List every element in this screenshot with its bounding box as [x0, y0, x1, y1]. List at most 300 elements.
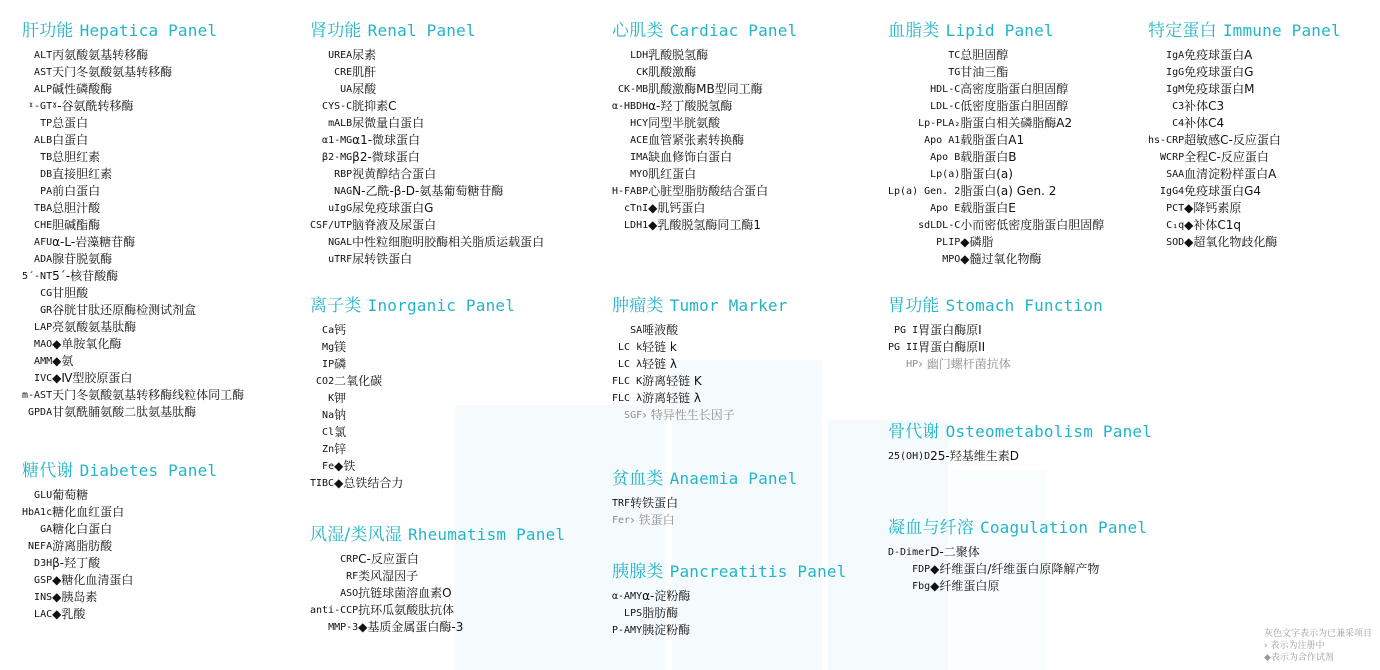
item-code: FDP: [912, 564, 931, 575]
item-name: 乳酸脱氢酶: [648, 48, 709, 62]
item-name: β-羟丁酸: [52, 556, 101, 570]
item-code: NEFA: [28, 541, 53, 552]
item-name: ◆胰岛素: [52, 590, 98, 604]
table-row: [1148, 82, 1281, 99]
item-name: 转铁蛋白: [630, 496, 679, 510]
item-name: 胃蛋白酶原II: [918, 340, 986, 354]
table-row: [888, 449, 1019, 466]
item-code: IgG4: [1160, 186, 1185, 197]
panel-title-en: Anaemia Panel: [669, 469, 798, 488]
panel-title-cardiac: [612, 16, 797, 41]
item-name: 白蛋白: [52, 133, 89, 147]
table-row: [888, 323, 1011, 340]
item-code: WCRP: [1160, 152, 1185, 163]
panel-title-en: Hepatica Panel: [79, 21, 218, 40]
table-row: [888, 184, 1104, 201]
item-name: 氯: [334, 425, 347, 439]
item-code: TP: [40, 118, 53, 129]
item-name: 脂蛋白相关磷脂酶A2: [960, 116, 1073, 130]
table-row: [1148, 184, 1281, 201]
item-name: 脂肪酶: [642, 606, 679, 620]
item-code: CO2: [316, 376, 335, 387]
item-name: ◆补体C1q: [1184, 218, 1241, 232]
item-code: Lp-PLA₂: [918, 118, 961, 129]
item-code: K: [328, 393, 335, 404]
item-code: SAA: [1166, 169, 1185, 180]
panel-title-inorganic: [310, 291, 515, 316]
item-code: H-FABP: [612, 186, 649, 197]
table-row: [1148, 133, 1281, 150]
table-row: [310, 323, 403, 340]
item-code: MYO: [630, 169, 649, 180]
item-code: SOD: [1166, 237, 1185, 248]
item-code: UREA: [328, 50, 353, 61]
item-name: ◆乳酸: [52, 607, 86, 621]
item-name: 载脂蛋白E: [960, 201, 1016, 215]
table-row: [1148, 235, 1281, 252]
item-code: IgM: [1166, 84, 1185, 95]
legend-line-partner: ◆表示为合作试剂: [1263, 653, 1334, 663]
item-name: ◆乳酸脱氢酶同工酶1: [648, 218, 761, 232]
item-name: 中性粒细胞明胶酶相关脂质运载蛋白: [352, 235, 545, 249]
item-name: C-反应蛋白: [358, 552, 419, 566]
item-name: 同型半胱氨酸: [648, 116, 721, 130]
item-code: AFU: [34, 237, 53, 248]
item-code: ˠ-GT: [28, 101, 53, 112]
panel-title-cn: 风湿/类风湿: [310, 525, 402, 545]
item-code: TRF: [612, 498, 631, 509]
item-code: Apo E: [930, 203, 961, 214]
item-code: TBA: [34, 203, 53, 214]
table-row: [310, 374, 403, 391]
item-code: cTnI: [624, 203, 649, 214]
item-name: 轻链 λ: [642, 357, 678, 371]
panel-coagulation: [888, 513, 1147, 596]
item-name: 类风湿因子: [358, 569, 419, 583]
item-name: ◆氨: [52, 354, 74, 368]
table-row: [22, 354, 244, 371]
item-name: 小而密低密度脂蛋白胆固醇: [960, 218, 1105, 232]
table-row: [22, 590, 133, 607]
panel-title-coagulation: [888, 513, 1147, 538]
item-code: Cl: [322, 427, 335, 438]
panel-title-cn: 肿瘤类: [612, 296, 664, 316]
panel-title-en: Lipid Panel: [945, 21, 1054, 40]
item-name: α-淀粉酶: [642, 589, 691, 603]
item-name: 载脂蛋白A1: [960, 133, 1025, 147]
panel-title-en: Inorganic Panel: [367, 296, 516, 315]
table-row: [612, 48, 768, 65]
table-row: [888, 116, 1104, 133]
table-row: [612, 116, 768, 133]
item-name: 尿免疫球蛋白G: [352, 201, 434, 215]
table-row: [888, 150, 1104, 167]
table-row: [22, 573, 133, 590]
item-code: CYS-C: [322, 101, 353, 112]
item-table-stomach: [888, 323, 1011, 374]
table-row: [22, 556, 133, 573]
item-code: IMA: [630, 152, 649, 163]
item-name: α-L-岩藻糖苷酶: [52, 235, 136, 249]
panel-title-en: Renal Panel: [367, 21, 476, 40]
item-code: β2-MG: [322, 152, 353, 163]
panel-title-diabetes: [22, 456, 217, 481]
table-row: [22, 405, 244, 422]
table-row: [22, 201, 244, 218]
item-name: ◆糖化血清蛋白: [52, 573, 134, 587]
table-row: [888, 218, 1104, 235]
panel-title-cn: 糖代谢: [22, 461, 74, 481]
item-table-diabetes: [22, 488, 133, 624]
item-name: 总胆固醇: [960, 48, 1009, 62]
item-name: 亮氨酸氨基肽酶: [52, 320, 137, 334]
item-name: 天门冬氨酸氨基转移酶线粒体同工酶: [52, 388, 245, 402]
table-row: [1148, 116, 1281, 133]
table-row: [22, 116, 244, 133]
item-code: HP: [906, 359, 919, 370]
table-row: [310, 116, 544, 133]
item-name: 高密度脂蛋白胆固醇: [960, 82, 1069, 96]
item-name: 碱性磷酸酶: [52, 82, 113, 96]
table-row: [22, 303, 244, 320]
item-name: 锌: [334, 442, 347, 456]
item-name: 糖化血红蛋白: [52, 505, 125, 519]
item-name: 视黄醇结合蛋白: [352, 167, 437, 181]
table-row: [310, 167, 544, 184]
item-name: 血管紧张素转换酶: [648, 133, 745, 147]
panel-title-cn: 胰腺类: [612, 562, 664, 582]
table-row: [310, 357, 403, 374]
item-name: 免疫球蛋白G4: [1184, 184, 1262, 198]
item-code: GR: [40, 305, 53, 316]
table-row: [310, 150, 544, 167]
item-code: uIgG: [328, 203, 353, 214]
item-name: 抗链球菌溶血素O: [358, 586, 452, 600]
table-row: [888, 65, 1104, 82]
table-row: [22, 522, 133, 539]
item-code: PLIP: [936, 237, 961, 248]
item-code: m-AST: [22, 390, 53, 401]
item-name: 游离轻链 λ: [642, 391, 702, 405]
table-row: [310, 65, 544, 82]
panel-title-cn: 特定蛋白: [1148, 21, 1217, 41]
item-name: 缺血修饰白蛋白: [648, 150, 733, 164]
item-name: ◆超氧化物歧化酶: [1184, 235, 1278, 249]
panel-title-cn: 凝血与纤溶: [888, 518, 974, 538]
item-code: CK: [636, 67, 649, 78]
table-row: [888, 562, 1099, 579]
item-name: 补体C3: [1184, 99, 1225, 113]
table-row: [22, 320, 244, 337]
table-row: [888, 167, 1104, 184]
item-name: 直接胆红素: [52, 167, 113, 181]
item-code: AST: [34, 67, 53, 78]
item-code: Na: [322, 410, 335, 421]
item-code: TIBC: [310, 478, 335, 489]
item-name: 心脏型脂肪酸结合蛋白: [648, 184, 769, 198]
item-table-tumor: [612, 323, 735, 425]
item-name: 肌酸激酶MB型同工酶: [648, 82, 763, 96]
item-code: CHE: [34, 220, 53, 231]
panel-title-cn: 胃功能: [888, 296, 940, 316]
panel-title-en: Rheumatism Panel: [407, 525, 566, 544]
table-row: [888, 579, 1099, 596]
table-row: [310, 552, 463, 569]
panel-title-en: Pancreatitis Panel: [669, 562, 847, 581]
item-name: 糖化白蛋白: [52, 522, 113, 536]
item-name: 胱抑素C: [352, 99, 397, 113]
table-row: [612, 133, 768, 150]
item-name: 钾: [334, 391, 347, 405]
item-code: hs-CRP: [1148, 135, 1185, 146]
item-code: PA: [40, 186, 53, 197]
table-row: [22, 65, 244, 82]
table-row: [1148, 48, 1281, 65]
table-row: [1148, 218, 1281, 235]
panel-title-en: Immune Panel: [1222, 21, 1341, 40]
panel-inorganic: [310, 291, 515, 493]
table-row: [310, 620, 463, 637]
item-code: 5´-NT: [22, 271, 53, 282]
item-code: Fe: [322, 461, 335, 472]
item-code: GA: [40, 524, 53, 535]
item-code: HDL-C: [930, 84, 961, 95]
table-row: [22, 252, 244, 269]
item-name: α1-微球蛋白: [352, 133, 421, 147]
item-code: CG: [40, 288, 53, 299]
table-row: [310, 99, 544, 116]
item-code: C3: [1172, 101, 1185, 112]
item-code: NGAL: [328, 237, 353, 248]
table-row: [1148, 65, 1281, 82]
item-code: Fer: [612, 515, 631, 526]
item-code: LAC: [34, 609, 53, 620]
panel-title-anaemia: [612, 464, 797, 489]
panel-stomach: [888, 291, 1103, 374]
table-row: [22, 488, 133, 505]
table-row: [310, 391, 403, 408]
item-name: ◆纤维蛋白原: [930, 579, 1000, 593]
item-name: N-乙酰-β-D-氨基葡萄糖苷酶: [352, 184, 504, 198]
item-code: RBP: [334, 169, 353, 180]
item-name: 肌红蛋白: [648, 167, 697, 181]
table-row: [310, 586, 463, 603]
table-row: [888, 82, 1104, 99]
item-table-osteometabolism: [888, 449, 1019, 466]
item-name: 总胆红素: [52, 150, 101, 164]
item-name: 胰淀粉酶: [642, 623, 691, 637]
item-code: Mg: [322, 342, 335, 353]
item-name: 甘氨酰脯氨酸二肽氨基肽酶: [52, 405, 197, 419]
panel-title-hepatica: [22, 16, 244, 41]
item-name: ◆基质金属蛋白酶-3: [358, 620, 464, 634]
item-code: Apo A1: [924, 135, 961, 146]
item-name: 超敏感C-反应蛋白: [1184, 133, 1281, 147]
table-row: [1148, 99, 1281, 116]
table-row: [22, 184, 244, 201]
table-row: [22, 150, 244, 167]
table-row: [888, 133, 1104, 150]
item-name: 轻链 k: [642, 340, 677, 354]
table-row: [22, 218, 244, 235]
item-code: LC k: [618, 342, 643, 353]
item-code: α-AMY: [612, 591, 643, 602]
item-code: TC: [948, 50, 961, 61]
table-row: [22, 133, 244, 150]
item-name: 游离脂肪酸: [52, 539, 113, 553]
table-row: [22, 48, 244, 65]
item-name: 前白蛋白: [52, 184, 101, 198]
table-row: [310, 340, 403, 357]
table-row: [612, 391, 735, 408]
table-row: [22, 235, 244, 252]
item-name: 磷: [334, 357, 347, 371]
table-row: [888, 252, 1104, 269]
table-row: [612, 374, 735, 391]
item-code: Fbg: [912, 581, 931, 592]
item-table-pancreatitis: [612, 589, 690, 640]
item-table-lipid: [888, 48, 1104, 269]
item-code: SA: [630, 325, 643, 336]
item-table-rheumatism: [310, 552, 463, 637]
table-row: [612, 167, 768, 184]
table-row: [22, 371, 244, 388]
item-table-anaemia: [612, 496, 678, 530]
item-name: ◆纤维蛋白/纤维蛋白原降解产物: [930, 562, 1100, 576]
table-row: [888, 48, 1104, 65]
table-row: [612, 589, 690, 606]
item-name: › 铁蛋白: [630, 513, 675, 527]
item-code: GSP: [34, 575, 53, 586]
item-code: LC λ: [618, 359, 643, 370]
item-code: D-Dimer: [888, 547, 931, 558]
item-name: 甘油三酯: [960, 65, 1009, 79]
item-code: MPO: [942, 254, 961, 265]
item-code: LPS: [624, 608, 643, 619]
table-row: [22, 286, 244, 303]
panel-title-en: Cardiac Panel: [669, 21, 798, 40]
table-row: [612, 496, 678, 513]
item-name: ◆铁: [334, 459, 356, 473]
table-row: [612, 606, 690, 623]
item-code: PCT: [1166, 203, 1185, 214]
item-name: 脑脊液及尿蛋白: [352, 218, 437, 232]
legend-line-registering: › 表示为注册中: [1263, 641, 1325, 651]
item-table-hepatica: [22, 48, 244, 422]
item-code: CRE: [334, 67, 353, 78]
item-code: HbA1c: [22, 507, 53, 518]
item-name: 钠: [334, 408, 347, 422]
table-row: [22, 607, 133, 624]
item-code: LDH1: [624, 220, 649, 231]
panel-title-cn: 肝功能: [22, 21, 74, 41]
item-code: uTRF: [328, 254, 353, 265]
table-row: [310, 82, 544, 99]
panel-title-rheumatism: [310, 520, 565, 545]
table-row: [310, 235, 544, 252]
table-row: [888, 340, 1011, 357]
item-code: GLU: [34, 490, 53, 501]
item-name: 尿微量白蛋白: [352, 116, 425, 130]
item-name: 免疫球蛋白M: [1184, 82, 1255, 96]
table-row: [888, 201, 1104, 218]
panel-title-stomach: [888, 291, 1103, 316]
table-row: [22, 82, 244, 99]
table-row: [612, 513, 678, 530]
item-code: CRP: [340, 554, 359, 565]
panel-title-cn: 贫血类: [612, 469, 664, 489]
table-row: [310, 442, 403, 459]
panel-title-en: Stomach Function: [945, 296, 1103, 315]
item-code: P-AMY: [612, 625, 643, 636]
item-code: MAO: [34, 339, 53, 350]
item-name: 天门冬氨酸氨基转移酶: [52, 65, 173, 79]
panel-title-cn: 心肌类: [612, 21, 664, 41]
panel-diabetes: [22, 456, 217, 624]
item-name: 总蛋白: [52, 116, 89, 130]
item-name: 免疫球蛋白A: [1184, 48, 1253, 62]
table-row: [310, 459, 403, 476]
table-row: [310, 408, 403, 425]
item-name: ◆降钙素原: [1184, 201, 1242, 215]
item-name: ˠ-谷氨酰转移酶: [52, 99, 134, 113]
item-code: RF: [346, 571, 359, 582]
item-name: β2-微球蛋白: [352, 150, 420, 164]
item-table-cardiac: [612, 48, 768, 235]
item-code: DB: [40, 169, 53, 180]
table-row: [22, 539, 133, 556]
item-name: 胃蛋白酶原I: [918, 323, 982, 337]
panel-anaemia: [612, 464, 797, 530]
panel-title-en: Osteometabolism Panel: [945, 422, 1153, 441]
table-row: [22, 99, 244, 116]
item-code: ALB: [34, 135, 53, 146]
table-row: [310, 218, 544, 235]
item-name: 5´-核苷酸酶: [52, 269, 119, 283]
panel-title-lipid: [888, 16, 1104, 41]
panel-title-cn: 肾功能: [310, 21, 362, 41]
panel-immune: [1148, 16, 1341, 252]
item-name: α-羟丁酸脱氢酶: [648, 99, 733, 113]
item-code: α-HBDH: [612, 101, 649, 112]
panel-pancreatitis: [612, 557, 847, 640]
item-code: UA: [340, 84, 353, 95]
table-row: [310, 476, 403, 493]
panel-title-cn: 血脂类: [888, 21, 940, 41]
item-name: 镁: [334, 340, 347, 354]
item-code: MMP-3: [328, 622, 359, 633]
item-code: AMM: [34, 356, 53, 367]
item-name: 腺苷脱氨酶: [52, 252, 113, 266]
item-name: 25-羟基维生素D: [930, 449, 1019, 463]
item-name: 补体C4: [1184, 116, 1225, 130]
item-code: PG II: [888, 342, 919, 353]
panel-title-cn: 骨代谢: [888, 422, 940, 442]
panel-hepatica: [22, 16, 244, 422]
table-row: [1148, 201, 1281, 218]
panel-renal: [310, 16, 544, 269]
item-name: ◆磷脂: [960, 235, 994, 249]
table-row: [22, 269, 244, 286]
item-name: 尿素: [352, 48, 377, 62]
item-code: IgG: [1166, 67, 1185, 78]
item-name: 唾液酸: [642, 323, 679, 337]
table-row: [888, 545, 1099, 562]
item-code: FLC λ: [612, 393, 643, 404]
item-code: ACE: [630, 135, 649, 146]
table-row: [612, 65, 768, 82]
item-name: ◆总铁结合力: [334, 476, 404, 490]
